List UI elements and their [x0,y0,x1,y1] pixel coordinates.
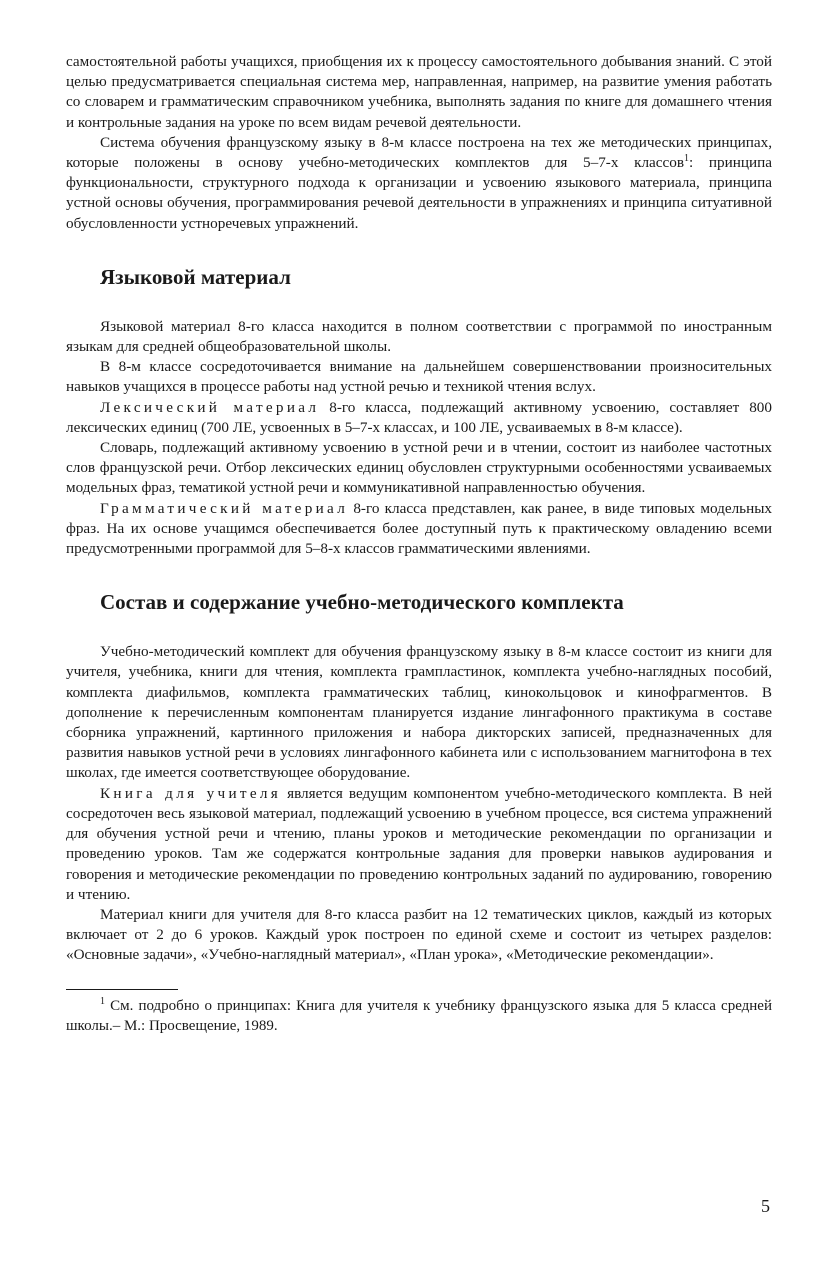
section2-paragraph-3: Материал книги для учителя для 8-го класса разбит на 12 тематических циклов, каждый из которых включает от 2 до 6 уроков. Каждый урок построен по единой схеме и состоит из четырех разделов: «Основные задачи», «Учебно-наглядный материал», «План урока», «Методические рекомендации». [66,905,772,964]
intro-p2-end: : принципа функциональности, структурного подхода к организации и усвоению языкового материала, принципа устной основы обучения, программирования речевой деятельности в упражнениях и принципа ситуативной обусловленности устноречевых упражнений. [66,154,772,232]
section1-p5-text: 8-го класса представлен, как ранее, в виде типовых модельных фраз. На их основе учащимся обеспечивается более доступный путь к практическому овладению всеми предусмотренными программой для 5–8-х классов грамматическими явлениями. [66,499,773,558]
term-teacher-book: Книга для учителя [100,784,282,802]
footnote-ref: 1 [684,152,690,164]
section1-paragraph-3 [66,398,772,438]
section2-p2-text: является ведущим компонентом учебно-методического комплекта. В ней сосредоточен весь языковой материал, подлежащий усвоению в учебном процессе, вся система упражнений для обучения устной речи и чтению, планы уроков и методические рекомендации по организации и проведению уроков. Там же содержатся контрольные задания для проверки навыков аудирования и говорения и методические рекомендации по проведению контрольных заданий по аудированию, говорению и чтению. [66,784,772,903]
section1-p3-text: 8-го класса, подлежащий активному усвоению, составляет 800 лексических единиц (700 ЛЕ, усвоенных в 5–7-х классах, и 100 ЛЕ, усваиваемых в 8-м классе). [66,398,772,436]
section-heading-kit-contents: Состав и содержание учебно-методического комплекта [100,590,624,615]
footnote-divider [66,989,178,990]
term-grammar-material: Грамматический материал [100,499,349,517]
footnote-number: 1 [100,995,105,1007]
section1-paragraph-5 [66,499,772,560]
intro-paragraph-1: самостоятельной работы учащихся, приобщения их к процессу самостоятельного добывания знаний. С этой целью предусматривается специальная система мер, направленная, например, на развитие умения работать со словарем и грамматическим справочником учебника, выполнять задания по книге для домашнего чтения и контрольные задания на уроке по всем видам речевой деятельности. [66,53,772,131]
section2-paragraph-1: Учебно-методический комплект для обучения французскому языку в 8-м классе состоит из книги для учителя, учебника, книги для чтения, комплекта грампластинок, комплекта учебно-наглядных пособий, комплекта диафильмов, комплекта грамматических таблиц, кинокольцовок и кинофрагментов. В дополнение к перечисленным компонентам планируется издание лингафонного практикума в составе сборника упражнений, картинного приложения и набора дикторских записей, предназначенных для развития навыков устной речи в условиях лингафонного кабинета или с использованием магнитофона в тех школах, где имеется соответствующее оборудование. [66,643,772,782]
footnote-text: См. подробно о принципах: Книга для учителя к учебнику французского языка для 5 класса средней школы.– М.: Просвещение, 1989. [66,997,772,1034]
section2-paragraph-2 [66,784,772,905]
intro-p2-start: Система обучения французскому языку в 8-м классе построена на тех же методических принципах, которые положены в основу учебно-методических комплектов для 5–7-х классов [66,133,772,172]
footnote [66,996,772,1036]
page-content [66,52,772,1036]
section1-paragraph-1: Языковой материал 8-го класса находится в полном соответствии с программой по иностранным языкам для средней общеобразовательной школы. [66,317,772,356]
intro-paragraph-2 [66,133,772,234]
section1-paragraph-4: Словарь, подлежащий активному усвоению в устной речи и в чтении, состоит из наиболее частотных слов французской речи. Отбор лексических единиц обусловлен структурными особенностями усваиваемых модельных фраз, тематикой устной речи и коммуникативной направленностью обучения. [66,439,772,497]
term-lexical-material: Лексический материал [100,398,320,416]
section1-paragraph-2: В 8-м классе сосредоточивается внимание на дальнейшем совершенствовании произносительных навыков учащихся в процессе работы над устной речью и техникой чтения вслух. [66,358,772,396]
section-heading-language-material: Языковой материал [100,264,291,289]
page-number: 5 [761,1196,770,1216]
